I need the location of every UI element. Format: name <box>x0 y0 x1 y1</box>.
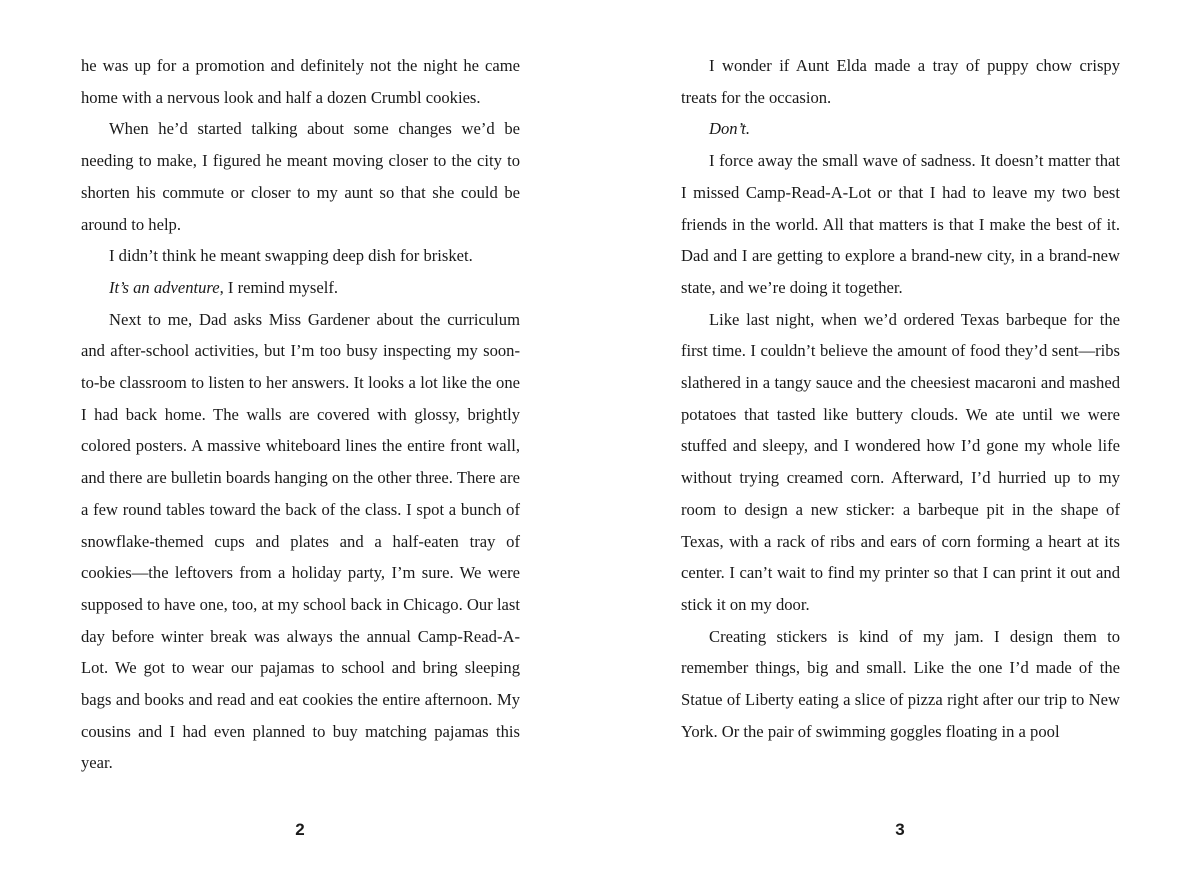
paragraph-text: , I remind myself. <box>219 277 339 297</box>
paragraph: I force away the small wave of sadness. It doesn’t matter that I missed Camp-Read-A-Lot or that I had to leave my two best friends in the world. All that matters is that I make the best of it. Dad and I are getting to explore a brand-new city, in a brand-new state, and we’re doing it together. <box>681 151 1120 297</box>
left-page-text <box>81 50 520 779</box>
page-number-right: 3 <box>895 820 905 839</box>
italic-phrase: Don’t. <box>709 119 751 139</box>
right-page <box>681 50 1120 790</box>
paragraph: When he’d started talking about some changes we’d be needing to make, I figured he meant moving closer to the city to shorten his commute or closer to my aunt so that she could be around to help. <box>81 119 520 234</box>
paragraph-dont <box>681 113 1120 145</box>
paragraph: Creating stickers is kind of my jam. I design them to remember things, big and small. Like the one I’d made of the Statue of Liberty eating a slice of pizza right after our trip to New York. Or the pair of swimming goggles floating in a pool <box>681 626 1120 741</box>
paragraph: Next to me, Dad asks Miss Gardener about the curriculum and after-school activities, but I’m too busy inspecting my soon-to-be classroom to listen to her answers. It looks a lot like the one I had back home. The walls are covered with glossy, brightly colored posters. A massive whiteboard lines the entire front wall, and there are bulletin boards hanging on the other three. There are a few round tables toward the back of the class. I spot a bunch of snowflake-themed cups and plates and a half-eaten tray of cookies—the leftovers from a holiday party, I’m sure. We were supposed to have one, too, at my school back in Chicago. Our last day before winter break was always the annual Camp-Read-A-Lot. We got to wear our pajamas to school and bring sleeping bags and books and read and eat cookies the entire afternoon. My cousins and I had even planned to buy matching pajamas this year. <box>81 309 520 773</box>
page-number-left: 2 <box>295 820 305 839</box>
right-page-text <box>681 50 1120 747</box>
italic-phrase: It’s an adventure <box>109 277 220 297</box>
paragraph: he was up for a promotion and definitely not the night he came home with a nervous look and half a dozen Crumbl cookies. <box>81 56 520 107</box>
paragraph-adventure <box>81 272 520 304</box>
paragraph: I didn’t think he meant swapping deep dish for brisket. <box>109 246 473 266</box>
paragraph: Like last night, when we’d ordered Texas barbeque for the first time. I couldn’t believe the amount of food they’d sent—ribs slathered in a tangy sauce and the cheesiest macaroni and mashed potatoes that tasted like buttery clouds. We ate until we were stuffed and sleepy, and I wondered how I’d gone my whole life without trying creamed corn. Afterward, I’d hurried up to my room to design a new sticker: a barbeque pit in the shape of Texas, with a rack of ribs and ears of corn forming a heart at its center. I can’t wait to find my printer so that I can print it out and stick it on my door. <box>681 309 1120 614</box>
left-page <box>81 50 520 790</box>
paragraph: I wonder if Aunt Elda made a tray of puppy chow crispy treats for the occasion. <box>681 56 1120 107</box>
